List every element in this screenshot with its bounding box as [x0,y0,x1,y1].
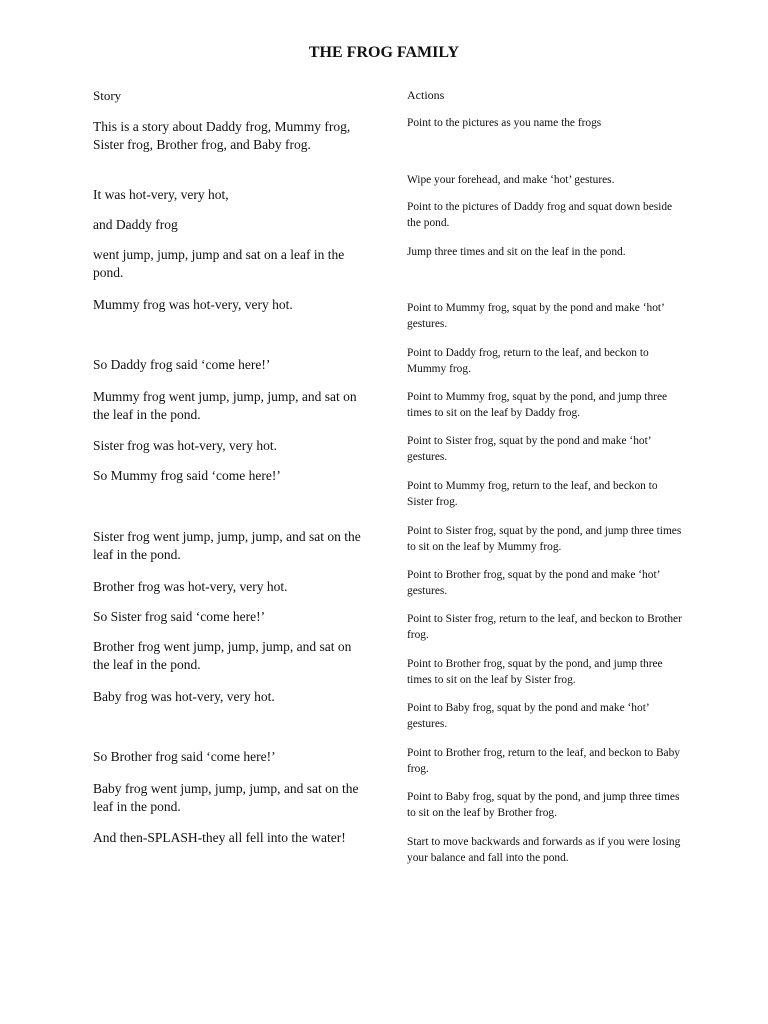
action-paragraph: Point to Mummy frog, squat by the pond, and jump three times to sit on the leaf by Daddy frog. [407,391,668,419]
story-paragraph: Baby frog went jump, jump, jump, and sat on the leaf in the pond. [93,781,359,814]
action-paragraph: Point to Sister frog, squat by the pond and make ‘hot’ gestures. [407,435,651,463]
action-paragraph: Point to Mummy frog, squat by the pond and make ‘hot’ gestures. [407,302,664,330]
action-paragraph: Jump three times and sit on the leaf in the pond. [407,246,626,258]
action-paragraph: Point to Daddy frog, return to the leaf, and beckon to Mummy frog. [407,347,649,375]
story-paragraph: went jump, jump, jump and sat on a leaf in the pond. [93,247,345,280]
action-paragraph: Point to Mummy frog, return to the leaf, and beckon to Sister frog. [407,480,658,508]
actions-column-header: Actions [407,88,445,102]
action-paragraph: Point to the pictures of Daddy frog and squat down beside the pond. [407,201,673,229]
action-paragraph: Start to move backwards and forwards as if you were losing your balance and fall into the pond. [407,836,681,864]
story-paragraph: Baby frog was hot-very, very hot. [93,689,275,704]
story-paragraph: Brother frog was hot-very, very hot. [93,579,288,594]
story-paragraph: So Mummy frog said ‘come here!’ [93,468,281,483]
story-paragraph: Sister frog was hot-very, very hot. [93,438,277,453]
story-column-header: Story [93,88,122,103]
page-title: THE FROG FAMILY [308,44,460,61]
action-paragraph: Point to Brother frog, squat by the pond and make ‘hot’ gestures. [407,569,660,597]
action-paragraph: Point to Baby frog, squat by the pond, and jump three times to sit on the leaf by Brother frog. [407,791,680,819]
story-paragraph: and Daddy frog [93,217,178,232]
story-paragraph: So Sister frog said ‘come here!’ [93,609,266,624]
story-paragraph: It was hot-very, very hot, [93,187,229,202]
story-paragraph: So Brother frog said ‘come here!’ [93,749,276,764]
story-paragraph: This is a story about Daddy frog, Mummy frog, Sister frog, Brother frog, and Baby frog. [93,119,351,152]
story-paragraph: Mummy frog was hot-very, very hot. [93,297,293,312]
action-paragraph: Point to Brother frog, squat by the pond, and jump three times to sit on the leaf by Sister frog. [407,658,663,686]
action-paragraph: Point to Baby frog, squat by the pond and make ‘hot’ gestures. [407,702,649,730]
story-paragraph: Sister frog went jump, jump, jump, and sat on the leaf in the pond. [93,529,361,562]
action-paragraph: Point to Sister frog, return to the leaf, and beckon to Brother frog. [407,613,682,641]
action-paragraph: Point to Sister frog, squat by the pond, and jump three times to sit on the leaf by Mummy frog. [407,525,682,553]
story-paragraph: Mummy frog went jump, jump, jump, and sat on the leaf in the pond. [93,389,357,422]
story-paragraph: Brother frog went jump, jump, jump, and sat on the leaf in the pond. [93,639,352,672]
action-paragraph: Point to the pictures as you name the frogs [407,117,602,129]
story-paragraph: So Daddy frog said ‘come here!’ [93,357,271,372]
story-paragraph: And then-SPLASH-they all fell into the water! [93,830,346,845]
action-paragraph: Wipe your forehead, and make ‘hot’ gestures. [407,174,615,186]
action-paragraph: Point to Brother frog, return to the leaf, and beckon to Baby frog. [407,747,680,775]
